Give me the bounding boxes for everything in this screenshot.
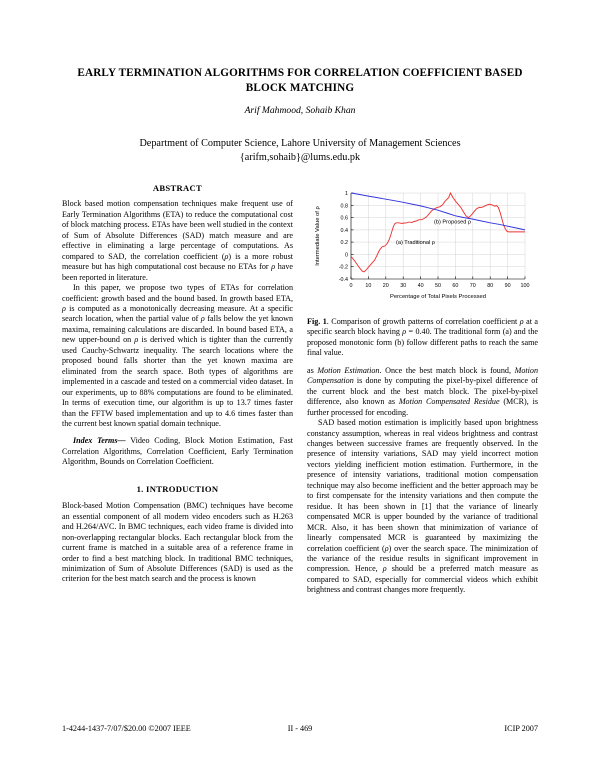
svg-text:0.6: 0.6 <box>340 215 348 222</box>
abstract-heading: ABSTRACT <box>152 183 203 193</box>
footer-copyright: 1-4244-1437-7/07/$20.00 ©2007 IEEE <box>62 724 191 733</box>
rho-symbol: ρ <box>271 262 276 272</box>
svg-text:10: 10 <box>365 283 372 289</box>
abstract-p2-a: In this paper, we propose two types of ETAs for correlation coefficient: growth based and the bound based. In growth based ETA, <box>62 283 293 303</box>
introduction-heading: 1. INTRODUCTION <box>136 483 219 494</box>
chart-annotation-proposed: (b) Proposed ρ <box>434 219 472 226</box>
svg-text:50: 50 <box>435 283 441 289</box>
introduction-paragraph-1: Block-based Motion Compensation (BMC) techniques have become an essential component of all modern video encoders such as H.263 and H.264/AVC. In BMC techniques, each video frame is divided into non-overlapping rectangular blocks. Each rectangular block from the current frame is matched in a suitable area of a reference frame in order to find a best matching block. In traditional BMC techniques, minimization of Sum of Absolute Differences (SAD) is used as the criterion for the best match search and the process is known <box>62 501 293 584</box>
correlation-growth-chart <box>307 183 538 311</box>
abstract-p1-pre: Block based motion compensation techniques make frequent use of Early Termination Algorithms (ETA) to reduce the computational cost of block matching process. ETAs have been well studied in the context of Sum of Absolute Differences (SAD) match measure and are effective in eliminating a large percentage of computations. As compared to SAD, the correlation coefficient ( <box>62 199 293 261</box>
svg-text:0: 0 <box>349 283 353 289</box>
index-terms-paragraph <box>62 436 293 467</box>
rp1-b: . Once the best match block is found, <box>379 365 515 375</box>
page-title: EARLY TERMINATION ALGORITHMS FOR CORRELATION COEFFICIENT BASED BLOCK MATCHING <box>77 67 523 94</box>
rp1-c: is done by computing the pixel-by-pixel difference of the current block and the best match block. The pixel-by-pixel difference, also known as <box>307 376 538 407</box>
svg-text:80: 80 <box>487 283 494 289</box>
svg-text:60: 60 <box>452 283 459 289</box>
abstract-p2-b: is computed as a monotonically decreasing measure. At a specific search location, when the partial value of <box>62 303 293 324</box>
figure-caption-b: at a specific search block having <box>307 317 539 337</box>
rp1-d: (MCR), is further processed for encoding. <box>307 397 538 417</box>
abstract-p2-d: is derived which is tighter than the currently used Cauchy-Schwartz inequality. The search locations where the proposed bound falls shorter than the yet known maxima are eliminated from the search space. Both types of algorithms are implemented in a cascade and tested on a commercial video dataset. In our experiments, up to 88% computations are found to be eliminated. In terms of execution time, our algorithm is up to 13.7 times faster than the FFTW based implementation and up to 4.6 times faster than the current best known spatial domain technique. <box>62 335 293 428</box>
svg-text:-0.2: -0.2 <box>338 264 348 271</box>
figure-caption-c: . The traditional form (a) and the proposed monotonic form (b) follow different paths to reach the same final value. <box>307 327 538 358</box>
right-column <box>307 183 538 596</box>
rp1-italic-motion-estimation: Motion Estimation <box>317 365 380 375</box>
rp2-a: SAD based motion estimation is implicitly based upon brightness constancy assumption, whereas in real videos brightness and contrast changes between successive frames are frequently observed. In the presence of intensity variations, SAD may yield incorrect motion vectors yielding inefficient motion estimation. Furthermore, in the presence of intensity variations, traditional motion compensation technique may also become inefficient and the better approach may be to first compensate for the intensity variations and then compute the residue. It has been shown in [1] that the variance of linearly compensated MCR is upper bounded by the variance of traditional MCR. Also, it has been shown that minimization of variance of linearly compensated MCR is guaranteed by maximizing the correlation coefficient ( <box>307 418 538 553</box>
rp1-italic-mcr: Motion Compensated Residue <box>398 397 500 407</box>
chart-yaxis-label: Intermediate Value of ρ <box>315 206 321 266</box>
rho-symbol: ρ <box>402 327 407 337</box>
figure-1 <box>307 183 538 311</box>
rho-symbol: ρ <box>200 314 205 324</box>
chart-xaxis-label: Percentage of Total Pixels Processed <box>390 294 486 300</box>
figure-caption-a: . Comparison of growth patterns of correlation coefficient <box>326 317 520 326</box>
svg-text:0.8: 0.8 <box>340 203 348 210</box>
svg-text:90: 90 <box>504 283 511 289</box>
rho-symbol: ρ <box>384 543 389 553</box>
figure-caption-rho-eq: = 0.40 <box>406 327 430 337</box>
rp2-c: should be a preferred match measure as compared to SAD, especially for commercial videos which exhibit brightness and contrast changes more frequently. <box>307 564 538 595</box>
chart-gridlines <box>351 193 525 279</box>
affiliation-department: Department of Computer Science, Lahore University of Management Sciences <box>139 138 461 149</box>
spacer <box>62 429 293 436</box>
svg-text:0: 0 <box>345 252 348 259</box>
abstract-paragraph-1 <box>62 199 293 283</box>
svg-text:20: 20 <box>382 283 389 289</box>
figure-label: Fig. 1 <box>307 317 327 326</box>
affiliation-block <box>70 137 530 164</box>
chart-ytick-labels <box>339 191 348 283</box>
rp2-b: ) over the search space. The minimization of the variance of the residue results in significant improvement in compression. Hence, <box>307 543 538 574</box>
rho-symbol: ρ <box>62 303 66 313</box>
rho-symbol: ρ <box>134 335 139 345</box>
chart-xtick-labels <box>350 283 530 289</box>
right-paragraph-2 <box>307 418 538 596</box>
abstract-p2-c: falls below the yet known maxima, remaining calculations are discarded. In bound based ETA, a new upper-bound on <box>62 314 293 345</box>
index-terms-text: Video Coding, Block Motion Estimation, Fast Correlation Algorithms, Correlation Coefficient, Early Termination Algorithm, Bounds on Correlation Coefficient. <box>62 436 293 467</box>
rho-symbol: ρ <box>382 564 387 574</box>
rho-symbol: ρ <box>519 317 524 326</box>
svg-text:-0.4: -0.4 <box>338 277 348 283</box>
rp1-a: as <box>307 365 318 375</box>
svg-text:70: 70 <box>469 283 476 289</box>
abstract-paragraph-2 <box>62 283 293 429</box>
abstract-p1-tail: have been reported in literature. <box>62 262 293 282</box>
rp1-italic-motion-compensation: Motion Compensation <box>307 365 538 386</box>
svg-text:100: 100 <box>520 283 530 289</box>
author-list: Arif Mahmood, Sohaib Khan <box>244 105 356 116</box>
chart-annotation-traditional: (a) Traditional ρ <box>396 240 435 246</box>
svg-text:30: 30 <box>400 283 407 289</box>
svg-text:0.2: 0.2 <box>340 240 348 247</box>
svg-text:40: 40 <box>417 283 424 289</box>
figure-caption <box>307 317 538 359</box>
footer-conference: ICIP 2007 <box>504 724 538 733</box>
affiliation-email: {arifm,sohaib}@lums.edu.pk <box>239 151 361 163</box>
left-column <box>62 183 293 585</box>
abstract-p1-post: ) is a more robust measure but has high computational cost because no ETAs for <box>62 251 293 272</box>
svg-text:1: 1 <box>345 191 348 197</box>
svg-text:0.4: 0.4 <box>340 227 348 234</box>
right-paragraph-1 <box>307 366 538 418</box>
rho-symbol: ρ <box>224 251 229 261</box>
spacer <box>307 359 538 366</box>
index-terms-label: Index Terms— <box>73 436 126 446</box>
footer-page-number: II - 469 <box>287 724 313 733</box>
